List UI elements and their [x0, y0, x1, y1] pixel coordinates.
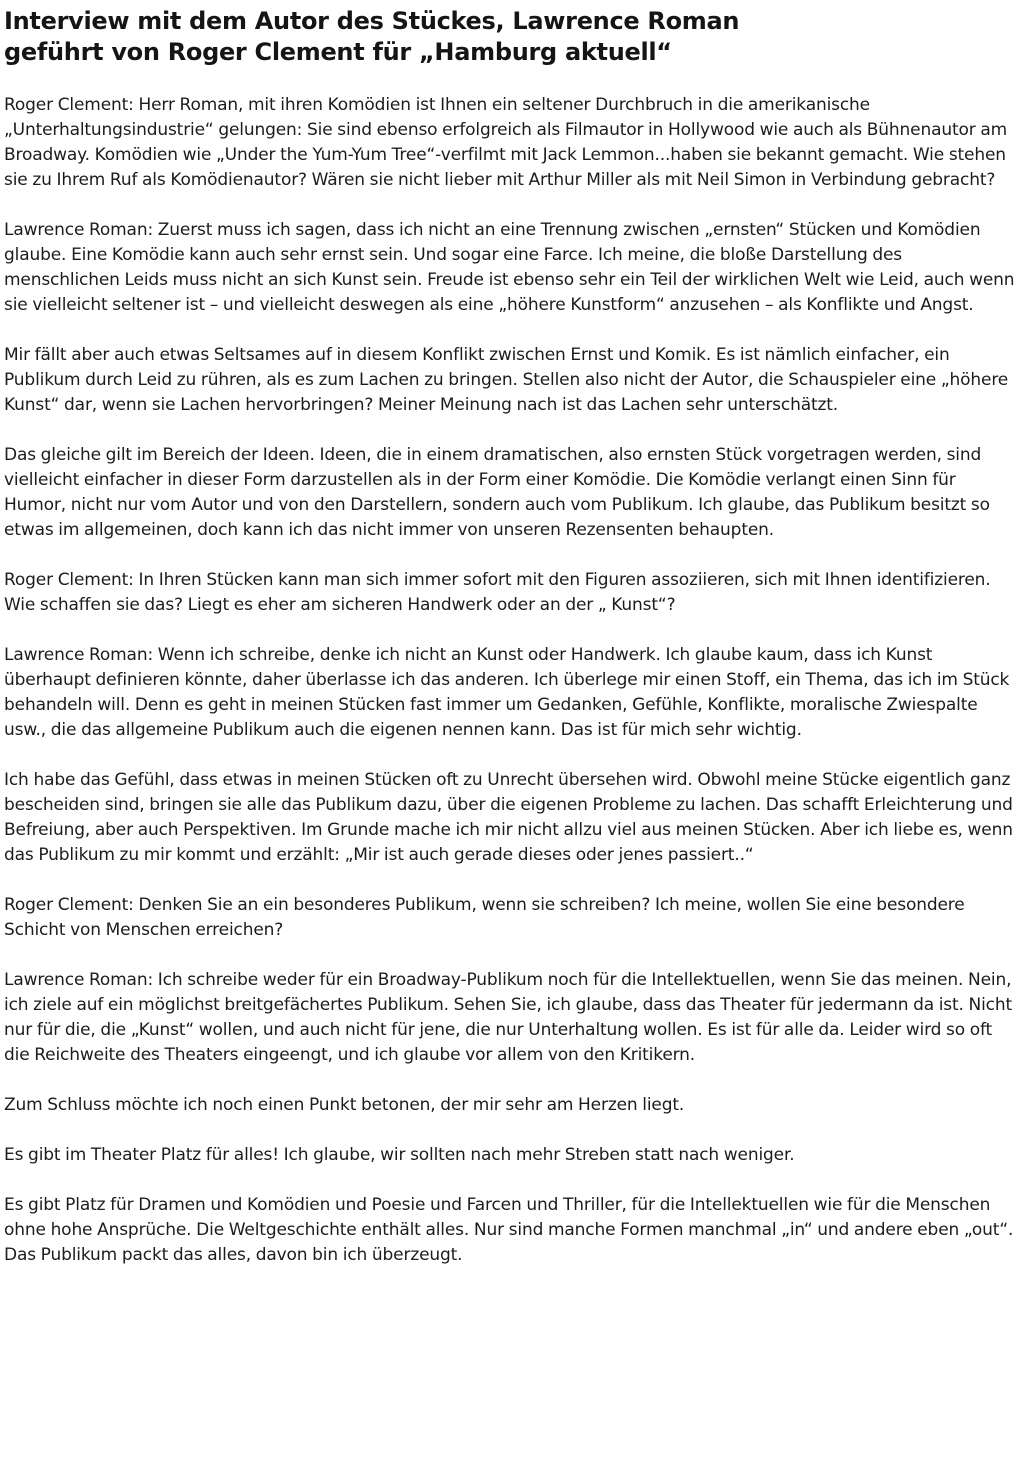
title-line-2: geführt von Roger Clement für „Hamburg aktuell“	[4, 38, 672, 66]
paragraph-roman-answer-1b: Mir fällt aber auch etwas Seltsames auf in diesem Konflikt zwischen Ernst und Komik. Es ist nämlich einfacher, ein Publikum durch Leid zu rühren, als es zum Lachen zu bringen. Stellen also nicht der Autor, die Schauspieler eine „höhere Kunst“ dar, wenn sie Lachen hervorbringen? Meiner Meinung nach ist das Lachen sehr unterschätzt.	[4, 345, 1009, 415]
paragraph-roman-answer-1: Lawrence Roman: Zuerst muss ich sagen, dass ich nicht an eine Trennung zwischen „ernsten“ Stücken und Komödien glaube. Eine Komödie kann auch sehr ernst sein. Und sogar eine Farce. Ich meine, die bloße Darstellung des menschlichen Leids muss nicht an sich Kunst sein. Freude ist ebenso sehr ein Teil der wirklichen Welt wie Leid, auch wenn sie vielleicht seltener ist – und vielleicht deswegen als eine „höhere Kunstform“ anzusehen – als Konflikte und Angst.	[4, 220, 1015, 315]
paragraph-roman-answer-2: Lawrence Roman: Wenn ich schreibe, denke ich nicht an Kunst oder Handwerk. Ich glaube kaum, dass ich Kunst überhaupt definieren könnte, daher überlasse ich das anderen. Ich überlege mir einen Stoff, ein Thema, das ich im Stück behandeln will. Denn es geht in meinen Stücken fast immer um Gedanken, Gefühle, Konflikte, moralische Zwiespalte usw., die das allgemeine Publikum auch die eigenen nennen kann. Das ist für mich sehr wichtig.	[4, 645, 1010, 740]
paragraph-roman-closing-1: Zum Schluss möchte ich noch einen Punkt betonen, der mir sehr am Herzen liegt.	[4, 1095, 685, 1115]
paragraph-clement-question-2: Roger Clement: In Ihren Stücken kann man sich immer sofort mit den Figuren assoziieren, sich mit Ihnen identifizieren. Wie schaffen sie das? Liegt es eher am sicheren Handwerk oder an der „ Kunst“?	[4, 570, 991, 615]
paragraph-roman-answer-2b: Ich habe das Gefühl, dass etwas in meinen Stücken oft zu Unrecht übersehen wird. Obwohl meine Stücke eigentlich ganz bescheiden sind, bringen sie alle das Publikum dazu, über die eigenen Probleme zu lachen. Das schafft Erleichterung und Befreiung, aber auch Perspektiven. Im Grunde mache ich mir nicht allzu viel aus meinen Stücken. Aber ich liebe es, wenn das Publikum zu mir kommt und erzählt: „Mir ist auch gerade dieses oder jenes passiert..“	[4, 770, 1013, 865]
paragraph-roman-answer-3: Lawrence Roman: Ich schreibe weder für ein Broadway-Publikum noch für die Intellektuellen, wenn Sie das meinen. Nein, ich ziele auf ein möglichst breitgefächertes Publikum. Sehen Sie, ich glaube, dass das Theater für jedermann da ist. Nicht nur für die, die „Kunst“ wollen, und auch nicht für jene, die nur Unterhaltung wollen. Es ist für alle da. Leider wird so oft die Reichweite des Theaters eingeengt, und ich glaube vor allem von den Kritikern.	[4, 970, 1013, 1065]
paragraph-roman-closing-2: Es gibt im Theater Platz für alles! Ich glaube, wir sollten nach mehr Streben statt nach weniger.	[4, 1145, 795, 1165]
paragraph-roman-answer-1c: Das gleiche gilt im Bereich der Ideen. Ideen, die in einem dramatischen, also ernsten Stück vorgetragen werden, sind vielleicht einfacher in dieser Form darzustellen als in der Form einer Komödie. Die Komödie verlangt einen Sinn für Humor, nicht nur vom Autor und von den Darstellern, sondern auch vom Publikum. Ich glaube, das Publikum besitzt so etwas im allgemeinen, doch kann ich das nicht immer von unseren Rezensenten behaupten.	[4, 445, 990, 540]
paragraph-roman-closing-3: Es gibt Platz für Dramen und Komödien und Poesie und Farcen und Thriller, für die Intellektuellen wie für die Menschen ohne hohe Ansprüche. Die Weltgeschichte enthält alles. Nur sind manche Formen manchmal „in“ und andere eben „out“. Das Publikum packt das alles, davon bin ich überzeugt.	[4, 1195, 1014, 1265]
paragraph-clement-question-3: Roger Clement: Denken Sie an ein besonderes Publikum, wenn sie schreiben? Ich meine, wollen Sie eine besondere Schicht von Menschen erreichen?	[4, 895, 965, 940]
paragraph-clement-question-1: Roger Clement: Herr Roman, mit ihren Komödien ist Ihnen ein seltener Durchbruch in die amerikanische „Unterhaltungsindustrie“ gelungen: Sie sind ebenso erfolgreich als Filmautor in Hollywood wie auch als Bühnenautor am Broadway. Komödien wie „Under the Yum-Yum Tree“-verfilmt mit Jack Lemmon...haben sie bekannt gemacht. Wie stehen sie zu Ihrem Ruf als Komödienautor? Wären sie nicht lieber mit Arthur Miller als mit Neil Simon in Verbindung gebracht?	[4, 95, 1008, 190]
title-line-1: Interview mit dem Autor des Stückes, Lawrence Roman	[4, 7, 740, 35]
page-title	[4, 6, 1016, 68]
